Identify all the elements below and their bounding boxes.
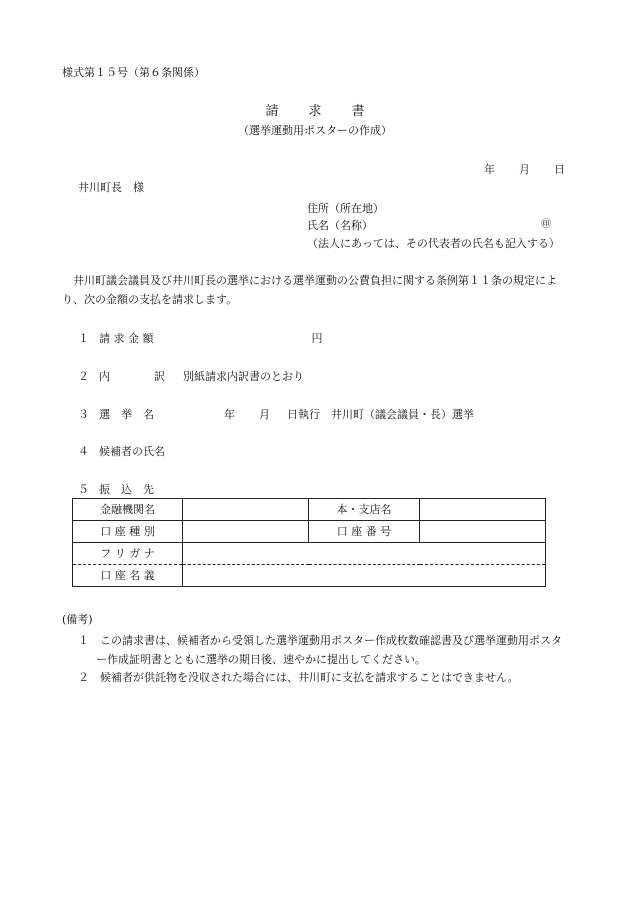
election-month: 月 xyxy=(259,408,270,421)
date-day: 日 xyxy=(554,163,565,176)
note-text: 候補者が供託物を没収された場合には、井川町に支払を請求することはできません。 xyxy=(100,671,519,684)
item-election xyxy=(78,409,474,420)
amount-unit: 円 xyxy=(311,332,323,345)
branch-name-label: 本・支店名 xyxy=(309,499,420,521)
furigana-field[interactable] xyxy=(183,543,546,565)
account-holder-label: 口 座 名 義 xyxy=(73,565,183,587)
name-label: 氏名（名称） xyxy=(307,219,373,232)
seal-mark: ㊞ xyxy=(541,219,551,230)
item-breakdown xyxy=(78,371,304,382)
note-number: １ xyxy=(78,634,89,647)
note-text: この請求書は、候補者から受領した選挙運動用ポスター作成枚数確認書及び選挙運動用ポスタ xyxy=(100,634,562,647)
item-number: ３ xyxy=(78,408,89,421)
date-month: 月 xyxy=(519,163,530,176)
election-year: 年 xyxy=(224,408,235,421)
election-detail: 日執行 井川町（議会議員・長）選挙 xyxy=(287,408,474,421)
account-number-field[interactable] xyxy=(420,521,546,543)
table-row xyxy=(73,521,546,543)
corporate-note: （法人にあっては、その代表者の氏名も記入する） xyxy=(307,237,560,250)
request-body-text: 井川町議会議員及び井川町長の選挙における選挙運動の公費負担に関する条例第１１条の規定により、次の金額の支払を請求します。 xyxy=(62,274,557,306)
furigana-label: フ リ ガ ナ xyxy=(73,543,183,565)
item-label: 選 挙 名 xyxy=(99,408,154,421)
remarks-heading: (備考) xyxy=(62,613,93,626)
item-label: 訳 xyxy=(154,370,165,383)
document-title xyxy=(0,105,630,118)
address-label: 住所（所在地） xyxy=(307,202,384,215)
account-type-label: 口 座 種 別 xyxy=(73,521,183,543)
breakdown-value: 別紙請求内訳書のとおり xyxy=(183,370,304,383)
item-number: ２ xyxy=(78,370,89,383)
account-holder-field[interactable] xyxy=(183,565,546,587)
remark-note xyxy=(78,631,573,669)
title-char: 求 xyxy=(308,104,322,119)
item-label: 請 求 金 額 xyxy=(99,332,154,345)
bank-name-label: 金融機関名 xyxy=(73,499,183,521)
bank-name-field[interactable] xyxy=(183,499,309,521)
table-row xyxy=(73,543,546,565)
addressee: 井川町長 様 xyxy=(78,181,144,194)
remark-note xyxy=(78,668,573,687)
table-row xyxy=(73,499,546,521)
table-row xyxy=(73,565,546,587)
account-number-label: 口 座 番 号 xyxy=(309,521,420,543)
account-type-field[interactable] xyxy=(183,521,309,543)
item-number: ５ xyxy=(78,483,89,496)
title-char: 請 xyxy=(265,104,279,119)
item-label: 候補者の氏名 xyxy=(99,445,165,458)
date-year: 年 xyxy=(484,163,495,176)
item-number: １ xyxy=(78,332,89,345)
item-number: ４ xyxy=(78,445,89,458)
branch-name-field[interactable] xyxy=(420,499,546,521)
form-number: 様式第１５号（第６条関係） xyxy=(62,66,205,79)
item-label: 内 xyxy=(99,370,110,383)
document-subtitle: （選挙運動用ポスターの作成） xyxy=(238,124,392,137)
note-number: ２ xyxy=(78,671,89,684)
date-line xyxy=(484,164,565,175)
item-transfer xyxy=(78,484,154,495)
item-label: 振 込 先 xyxy=(99,483,154,496)
item-candidate xyxy=(78,446,165,457)
item-amount xyxy=(78,333,323,344)
note-continuation: ー作成証明書とともに選挙の期日後、速やかに提出してください。 xyxy=(96,653,426,666)
bank-transfer-table xyxy=(72,498,546,587)
title-char: 書 xyxy=(351,104,365,119)
